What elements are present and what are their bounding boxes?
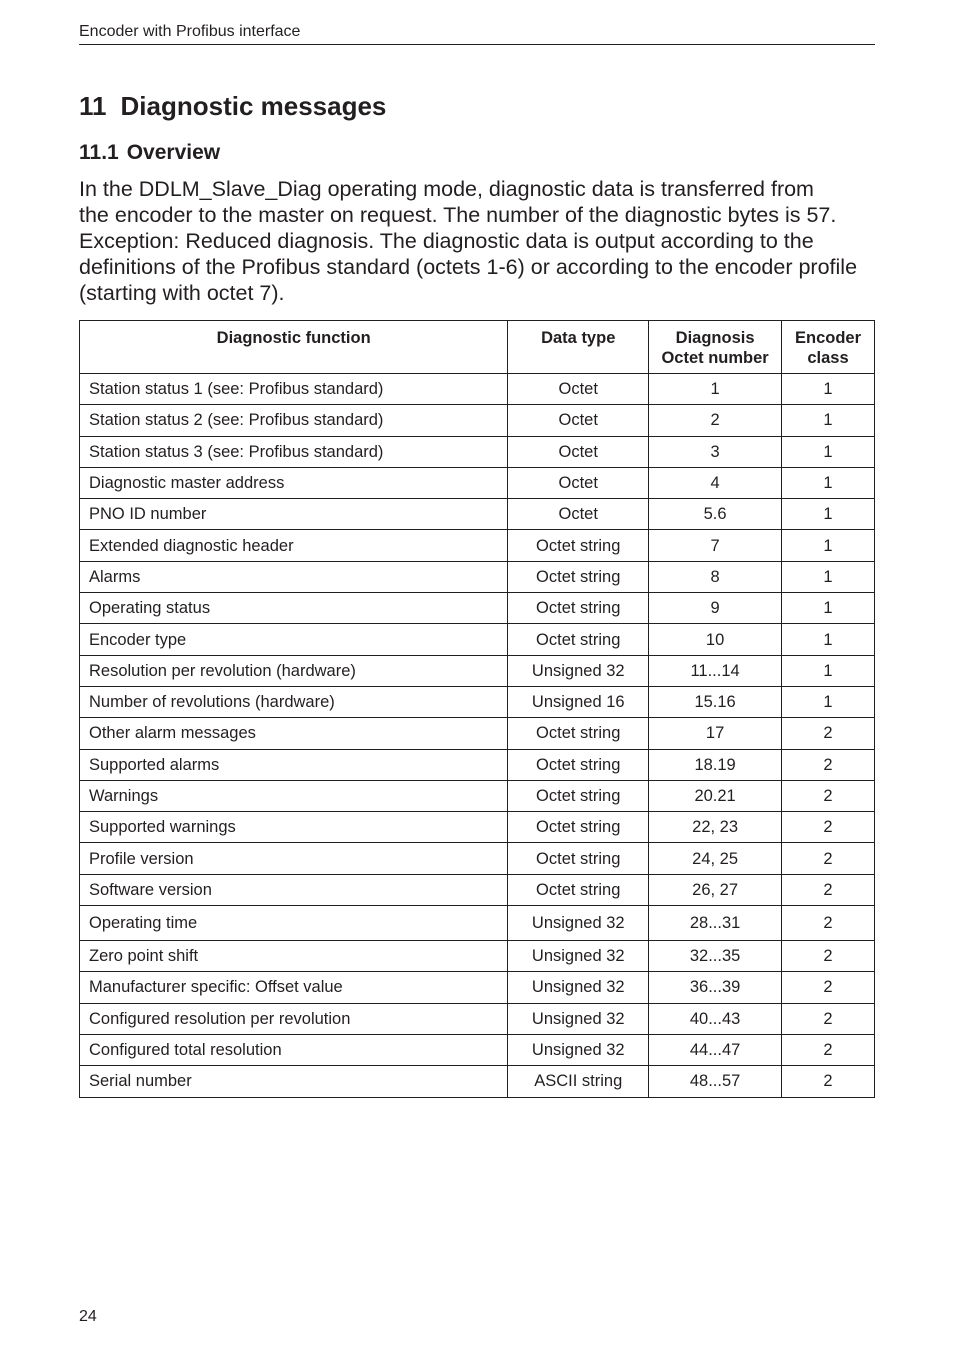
intro-line: the encoder to the master on request. The number of the diagnostic bytes is 57.: [79, 203, 837, 227]
table-row: [80, 843, 875, 874]
table-row: [80, 655, 875, 686]
cell-encoder-class: 2: [782, 941, 875, 972]
table-row: [80, 436, 875, 467]
cell-octet-number: 32...35: [649, 941, 782, 972]
cell-data-type: Octet string: [508, 593, 649, 624]
table-row: [80, 906, 875, 941]
table-row: [80, 686, 875, 717]
cell-data-type: Octet string: [508, 624, 649, 655]
table-row: [80, 530, 875, 561]
cell-diagnostic-function: Station status 3 (see: Profibus standard): [80, 436, 508, 467]
cell-octet-number: 2: [649, 405, 782, 436]
table-row: [80, 874, 875, 905]
running-header-title: Encoder with Profibus interface: [79, 23, 301, 40]
section-title-text: Overview: [126, 141, 221, 164]
intro-line: Exception: Reduced diagnosis. The diagnostic data is output according to the: [79, 229, 814, 253]
table-row: [80, 374, 875, 405]
cell-diagnostic-function: Station status 2 (see: Profibus standard): [80, 405, 508, 436]
cell-encoder-class: 1: [782, 467, 875, 498]
cell-data-type: Unsigned 16: [508, 686, 649, 717]
cell-encoder-class: 1: [782, 436, 875, 467]
table-row: [80, 1066, 875, 1097]
cell-data-type: Octet: [508, 467, 649, 498]
cell-data-type: Octet string: [508, 874, 649, 905]
intro-line: In the DDLM_Slave_Diag operating mode, diagnostic data is transferred from: [79, 177, 814, 201]
intro-line: (starting with octet 7).: [79, 281, 285, 305]
intro-line: definitions of the Profibus standard (octets 1-6) or according to the encoder profile: [79, 255, 858, 279]
cell-diagnostic-function: Alarms: [80, 561, 508, 592]
table-row: [80, 624, 875, 655]
cell-diagnostic-function: Warnings: [80, 780, 508, 811]
cell-octet-number: 44...47: [649, 1034, 782, 1065]
section-number: 11.1: [79, 141, 119, 164]
cell-diagnostic-function: Number of revolutions (hardware): [80, 686, 508, 717]
cell-encoder-class: 1: [782, 686, 875, 717]
cell-data-type: Unsigned 32: [508, 1034, 649, 1065]
chapter-number: 11: [79, 91, 107, 121]
table-row: [80, 972, 875, 1003]
cell-encoder-class: 2: [782, 749, 875, 780]
table-row: [80, 812, 875, 843]
cell-octet-number: 18.19: [649, 749, 782, 780]
cell-data-type: Unsigned 32: [508, 941, 649, 972]
header-encoder-class: Encoder class: [782, 321, 875, 374]
cell-diagnostic-function: Zero point shift: [80, 941, 508, 972]
cell-diagnostic-function: Extended diagnostic header: [80, 530, 508, 561]
section-title: [79, 140, 220, 166]
table-row: [80, 1034, 875, 1065]
cell-data-type: Octet string: [508, 718, 649, 749]
cell-octet-number: 7: [649, 530, 782, 561]
cell-data-type: Unsigned 32: [508, 655, 649, 686]
cell-diagnostic-function: PNO ID number: [80, 499, 508, 530]
cell-encoder-class: 2: [782, 1066, 875, 1097]
cell-data-type: Octet: [508, 374, 649, 405]
cell-data-type: Octet string: [508, 812, 649, 843]
cell-diagnostic-function: Supported alarms: [80, 749, 508, 780]
cell-encoder-class: 1: [782, 655, 875, 686]
header-octet-number: Diagnosis Octet number: [649, 321, 782, 374]
table-row: [80, 780, 875, 811]
cell-diagnostic-function: Resolution per revolution (hardware): [80, 655, 508, 686]
cell-encoder-class: 1: [782, 530, 875, 561]
cell-encoder-class: 2: [782, 718, 875, 749]
cell-diagnostic-function: Operating time: [80, 906, 508, 941]
header-diagnostic-function: Diagnostic function: [80, 321, 508, 374]
cell-data-type: ASCII string: [508, 1066, 649, 1097]
table-row: [80, 593, 875, 624]
cell-octet-number: 26, 27: [649, 874, 782, 905]
cell-diagnostic-function: Serial number: [80, 1066, 508, 1097]
table-row: [80, 941, 875, 972]
cell-data-type: Octet: [508, 499, 649, 530]
cell-diagnostic-function: Profile version: [80, 843, 508, 874]
cell-encoder-class: 1: [782, 624, 875, 655]
cell-octet-number: 24, 25: [649, 843, 782, 874]
cell-octet-number: 9: [649, 593, 782, 624]
chapter-title: [79, 90, 386, 122]
cell-octet-number: 36...39: [649, 972, 782, 1003]
cell-data-type: Octet: [508, 405, 649, 436]
cell-diagnostic-function: Operating status: [80, 593, 508, 624]
cell-encoder-class: 1: [782, 405, 875, 436]
cell-encoder-class: 2: [782, 1034, 875, 1065]
table-row: [80, 561, 875, 592]
page-number: 24: [79, 1308, 97, 1325]
cell-encoder-class: 2: [782, 906, 875, 941]
cell-diagnostic-function: Other alarm messages: [80, 718, 508, 749]
diagnostic-table: [79, 320, 875, 1098]
cell-octet-number: 5.6: [649, 499, 782, 530]
cell-octet-number: 20.21: [649, 780, 782, 811]
table-row: [80, 1003, 875, 1034]
cell-data-type: Octet string: [508, 530, 649, 561]
cell-diagnostic-function: Supported warnings: [80, 812, 508, 843]
cell-octet-number: 3: [649, 436, 782, 467]
cell-diagnostic-function: Diagnostic master address: [80, 467, 508, 498]
table-row: [80, 499, 875, 530]
cell-diagnostic-function: Encoder type: [80, 624, 508, 655]
cell-octet-number: 15.16: [649, 686, 782, 717]
cell-data-type: Unsigned 32: [508, 972, 649, 1003]
cell-data-type: Octet string: [508, 780, 649, 811]
cell-octet-number: 8: [649, 561, 782, 592]
cell-data-type: Octet string: [508, 843, 649, 874]
cell-octet-number: 28...31: [649, 906, 782, 941]
cell-encoder-class: 1: [782, 374, 875, 405]
cell-octet-number: 4: [649, 467, 782, 498]
cell-octet-number: 40...43: [649, 1003, 782, 1034]
header-data-type: Data type: [508, 321, 649, 374]
cell-octet-number: 48...57: [649, 1066, 782, 1097]
cell-octet-number: 17: [649, 718, 782, 749]
cell-data-type: Unsigned 32: [508, 1003, 649, 1034]
cell-encoder-class: 2: [782, 874, 875, 905]
cell-encoder-class: 1: [782, 561, 875, 592]
cell-octet-number: 11...14: [649, 655, 782, 686]
cell-octet-number: 1: [649, 374, 782, 405]
table-row: [80, 467, 875, 498]
cell-diagnostic-function: Manufacturer specific: Offset value: [80, 972, 508, 1003]
cell-diagnostic-function: Software version: [80, 874, 508, 905]
cell-encoder-class: 1: [782, 499, 875, 530]
cell-data-type: Unsigned 32: [508, 906, 649, 941]
cell-diagnostic-function: Station status 1 (see: Profibus standard): [80, 374, 508, 405]
cell-diagnostic-function: Configured total resolution: [80, 1034, 508, 1065]
table-row: [80, 749, 875, 780]
cell-encoder-class: 2: [782, 843, 875, 874]
table-row: [80, 405, 875, 436]
chapter-title-text: Diagnostic messages: [120, 91, 387, 121]
cell-data-type: Octet: [508, 436, 649, 467]
cell-data-type: Octet string: [508, 749, 649, 780]
intro-paragraph: [79, 176, 879, 306]
cell-encoder-class: 2: [782, 812, 875, 843]
cell-encoder-class: 2: [782, 972, 875, 1003]
cell-diagnostic-function: Configured resolution per revolution: [80, 1003, 508, 1034]
table-header-row: [80, 321, 875, 374]
cell-octet-number: 10: [649, 624, 782, 655]
cell-encoder-class: 1: [782, 593, 875, 624]
table-body: [80, 374, 875, 1098]
cell-data-type: Octet string: [508, 561, 649, 592]
cell-encoder-class: 2: [782, 1003, 875, 1034]
table-row: [80, 718, 875, 749]
cell-encoder-class: 2: [782, 780, 875, 811]
cell-octet-number: 22, 23: [649, 812, 782, 843]
running-header: [79, 22, 875, 45]
